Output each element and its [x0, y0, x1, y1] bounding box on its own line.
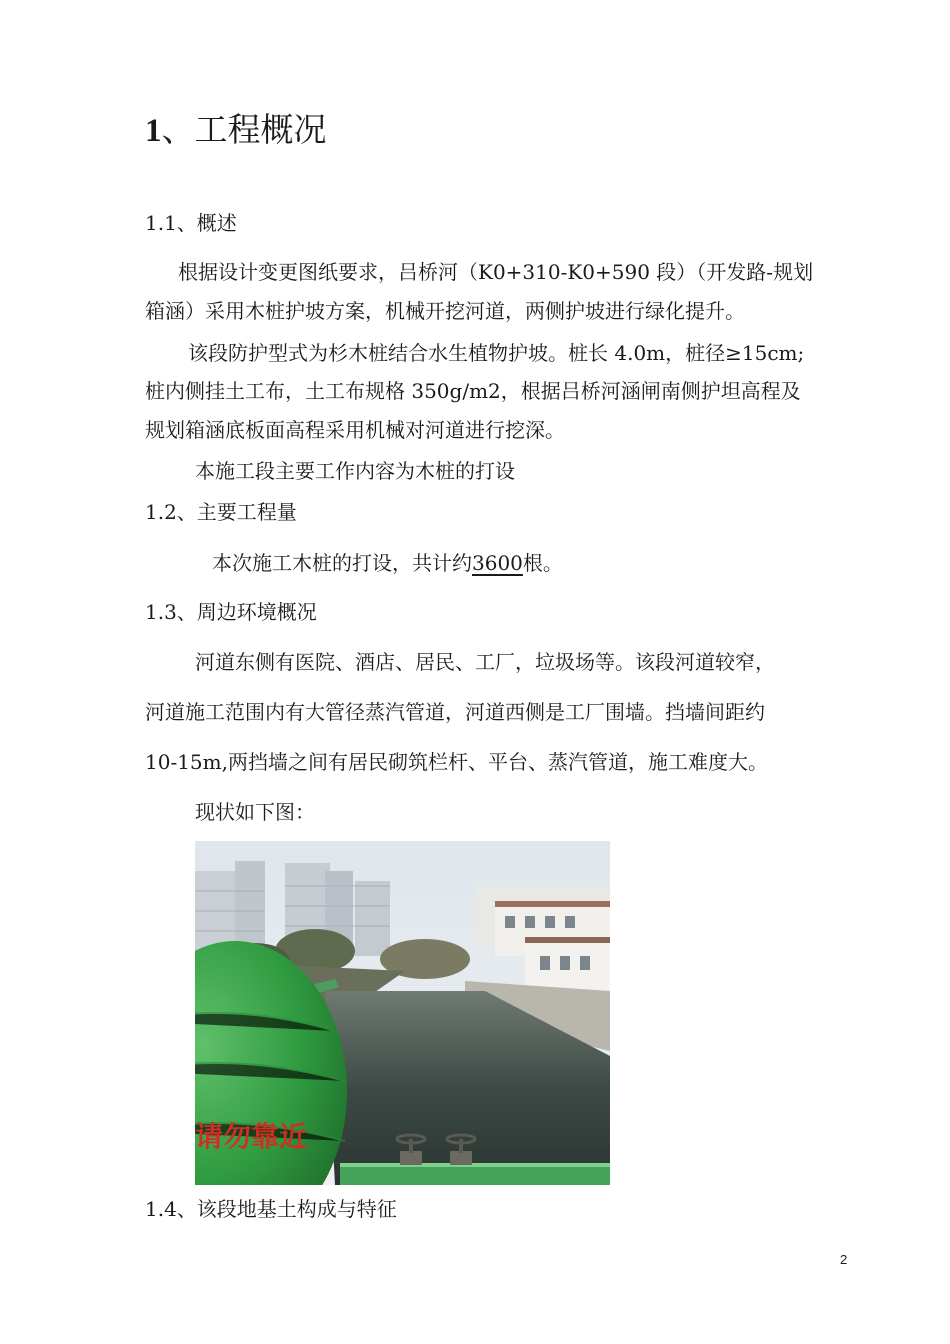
- section-1-2-title: 1.2、主要工程量: [145, 500, 297, 524]
- quantity-suffix: 根。: [522, 551, 563, 575]
- environment-line-3: 10-15m,两挡墙之间有居民砌筑栏杆、平台、蒸汽管道，施工难度大。: [145, 750, 768, 774]
- environment-line-1: 河道东侧有医院、酒店、居民、工厂，垃圾场等。该段河道较窄，: [195, 650, 775, 674]
- photo-sign-text: 请勿靠近: [195, 1120, 308, 1153]
- section-1-1-title: 1.1、概述: [145, 211, 237, 235]
- paragraph-2-line-2: 桩内侧挂土工布，土工布规格 350g/m2，根据吕桥河涵闸南侧护坦高程及: [145, 379, 801, 403]
- environment-line-2: 河道施工范围内有大管径蒸汽管道，河道西侧是工厂围墙。挡墙间距约: [145, 700, 765, 724]
- paragraph-1-line-1: 根据设计变更图纸要求，吕桥河（K0+310-K0+590 段）（开发路-规划: [178, 260, 814, 284]
- river-site-photo: [195, 841, 610, 1185]
- main-heading: [145, 108, 327, 153]
- paragraph-2-line-3: 规划箱涵底板面高程采用机械对河道进行挖深。: [145, 418, 565, 442]
- quantity-paragraph: [212, 549, 563, 577]
- section-1-3-title: 1.3、周边环境概况: [145, 600, 317, 624]
- paragraph-1-line-2: 箱涵）采用木桩护坡方案，机械开挖河道，两侧护坡进行绿化提升。: [145, 299, 745, 323]
- heading-title: 、工程概况: [161, 110, 327, 149]
- page-number: 2: [840, 1252, 848, 1267]
- paragraph-3: 本施工段主要工作内容为木桩的打设: [195, 459, 515, 483]
- photo-caption: 现状如下图：: [195, 800, 315, 824]
- heading-number: 1: [145, 113, 162, 149]
- paragraph-2-line-1: 该段防护型式为杉木桩结合水生植物护坡。桩长 4.0m，桩径≥15cm;: [188, 341, 805, 365]
- section-1-4-title: 1.4、该段地基土构成与特征: [145, 1197, 397, 1221]
- quantity-value: 3600: [472, 551, 523, 575]
- quantity-prefix: 本次施工木桩的打设，共计约: [212, 551, 472, 575]
